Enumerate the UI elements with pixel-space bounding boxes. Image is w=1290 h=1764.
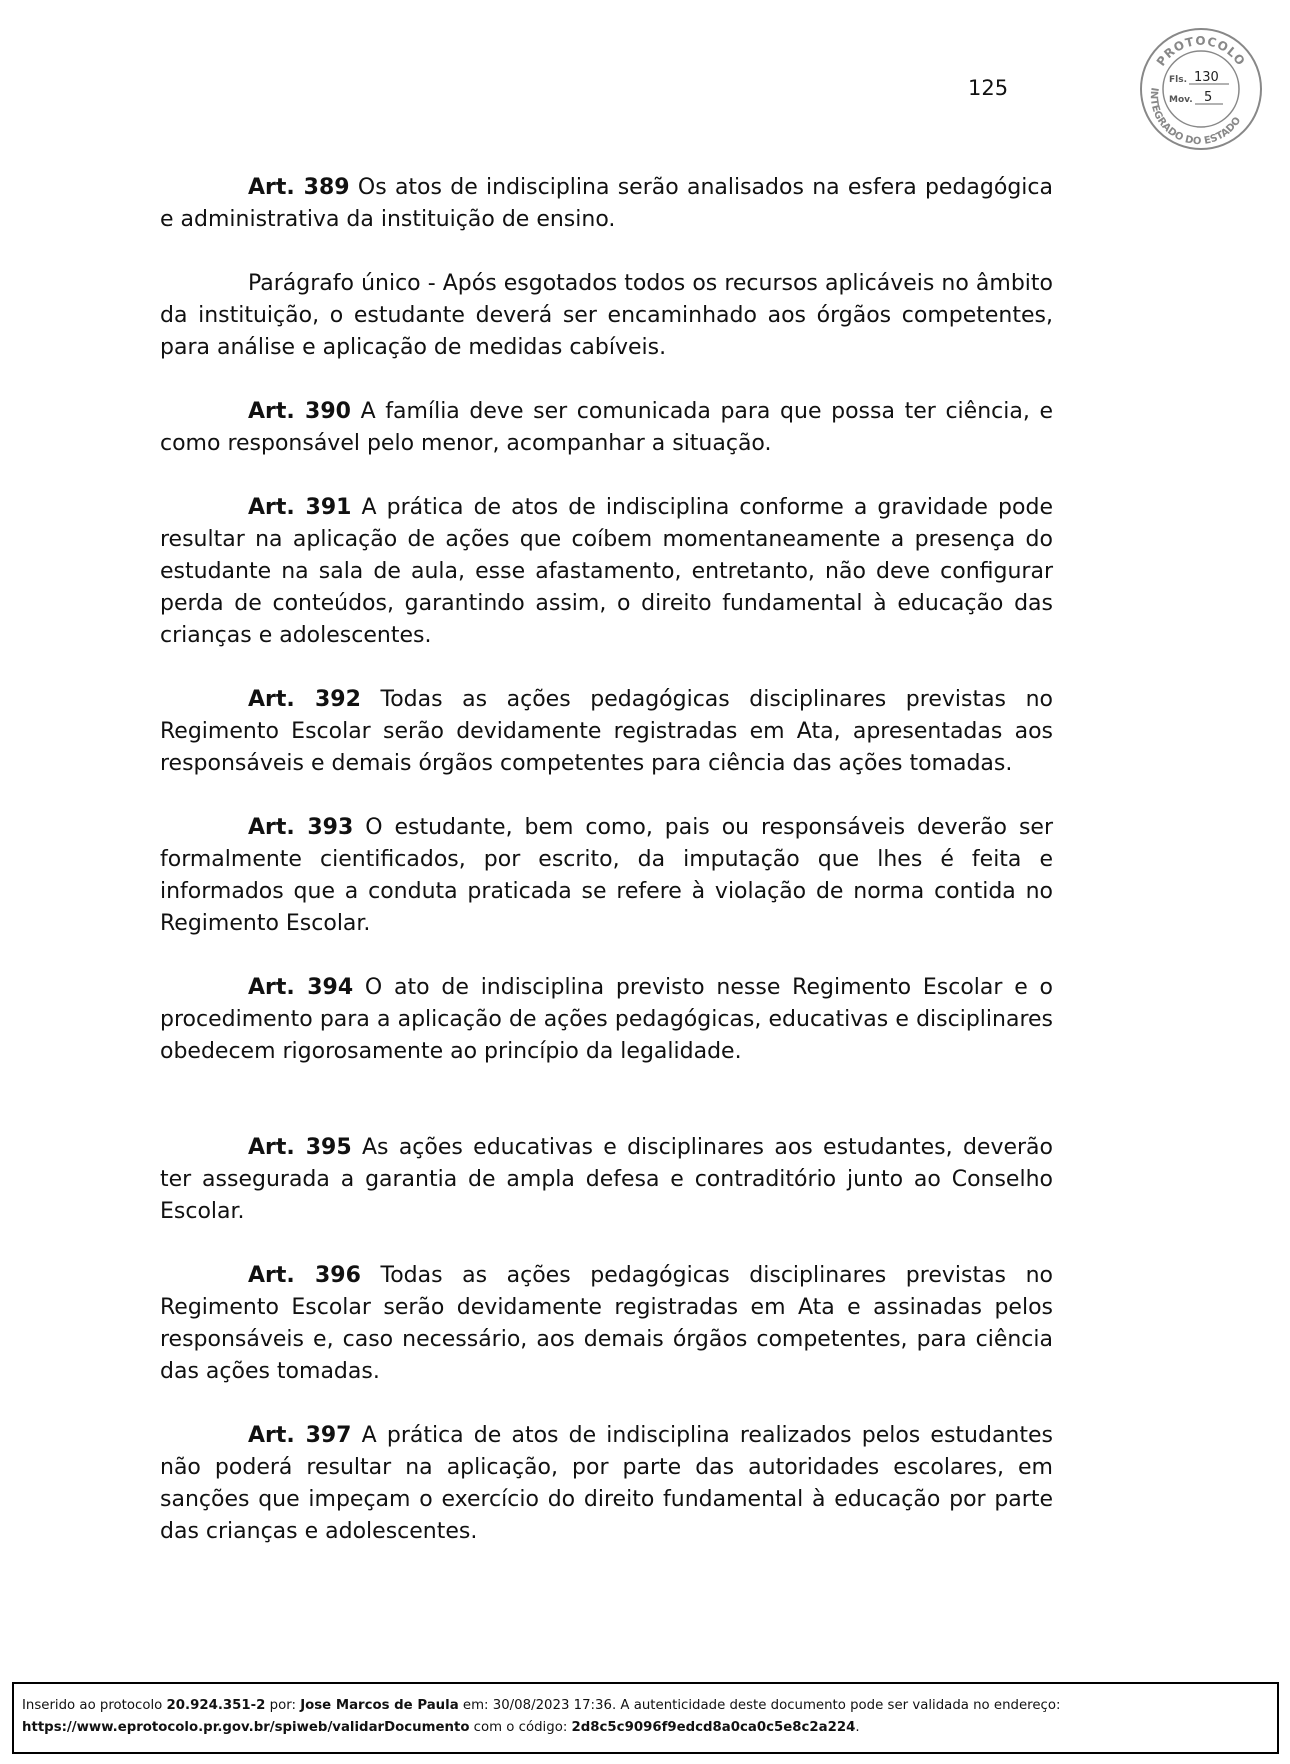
footer-by-label: por: [265,1698,301,1713]
article-label: Art. 397 [248,1423,352,1448]
stamp-mov-value: 5 [1204,90,1213,105]
footer-code: 2d8c5c9096f9edcd8a0ca0c5e8c2a224 [571,1720,856,1735]
article-label: Art. 395 [248,1135,352,1160]
footer-prefix: Inserido ao protocolo [22,1698,167,1713]
article-text: A prática de atos de indisciplina conforme a gravidade pode resultar na aplicação de ações que coíbem momentaneamente a presença do estudante na sala de aula, esse afastamento, entretanto, não deve configurar perda de conteúdos, garantindo assim, o direito fundamental à educação das crianças e adolescentes. [160,495,1053,648]
paragraph-text: Parágrafo único - Após esgotados todos os recursos aplicáveis no âmbito da instituição, o estudante deverá ser encaminhado aos órgãos competentes, para análise e aplicação de medidas cabíveis. [160,271,1053,360]
footer-validation-text: . A autenticidade deste documento pode ser validada no endereço: [611,1698,1061,1713]
article-text: A prática de atos de indisciplina realizados pelos estudantes não poderá resultar na aplicação, por parte das autoridades escolares, em sanções que impeçam o exercício do direito fundamental à educação por parte das crianças e adolescentes. [160,1423,1053,1544]
footer-protocol-number: 20.924.351-2 [166,1698,266,1713]
paragraph-unico [160,268,1053,364]
article-label: Art. 394 [248,975,354,1000]
article-397 [160,1420,1053,1548]
article-label: Art. 390 [248,399,351,424]
svg-text:INTEGRADO DO ESTADO [1148,87,1243,148]
validation-footer [12,1682,1279,1754]
article-label: Art. 391 [248,495,352,520]
stamp-mov-label: Mov. [1169,95,1193,105]
stamp-fls-value: 130 [1194,70,1219,85]
article-395 [160,1132,1053,1228]
page-number: 125 [968,76,1009,100]
article-text: Todas as ações pedagógicas disciplinares previstas no Regimento Escolar serão devidamente registradas em Ata e assinadas pelos responsáveis e, caso necessário, aos demais órgãos competentes, para ciência das ações tomadas. [160,1263,1053,1384]
article-label: Art. 393 [248,815,354,840]
footer-datetime: 30/08/2023 17:36 [492,1698,612,1713]
footer-code-label: com o código: [469,1720,572,1735]
article-391 [160,492,1053,652]
article-text: As ações educativas e disciplinares aos estudantes, deverão ter assegurada a garantia de ampla defesa e contraditório junto ao Conselho Escolar. [160,1135,1053,1224]
article-label: Art. 389 [248,175,350,200]
stamp-fls-label: Fls. [1169,75,1188,85]
footer-validation-url[interactable]: https://www.eprotocolo.pr.gov.br/spiweb/validarDocumento [22,1720,470,1735]
article-label: Art. 396 [248,1263,361,1288]
article-text: O estudante, bem como, pais ou responsáveis deverão ser formalmente cientificados, por escrito, da imputação que lhes é feita e informados que a conduta praticada se refere à violação de norma contida no Regimento Escolar. [160,815,1053,936]
article-text: Os atos de indisciplina serão analisados na esfera pedagógica e administrativa da instituição de ensino. [160,175,1053,232]
footer-end: . [855,1720,860,1735]
footer-author: Jose Marcos de Paula [300,1698,459,1713]
article-text: O ato de indisciplina previsto nesse Regimento Escolar e o procedimento para a aplicação de ações pedagógicas, educativas e disciplinares obedecem rigorosamente ao princípio da legalidade. [160,975,1053,1064]
article-text: A família deve ser comunicada para que possa ter ciência, e como responsável pelo menor, acompanhar a situação. [160,399,1053,456]
article-text: Todas as ações pedagógicas disciplinares previstas no Regimento Escolar serão devidamente registradas em Ata, apresentadas aos responsáveis e demais órgãos competentes para ciência das ações tomadas. [160,687,1053,776]
article-label: Art. 392 [248,687,361,712]
article-392 [160,684,1053,780]
article-396 [160,1260,1053,1388]
footer-date-label: em: [458,1698,493,1713]
stamp-top-text: PROTOCOLO [1153,34,1249,69]
article-393 [160,812,1053,940]
article-394 [160,972,1053,1068]
protocol-stamp [1139,27,1263,151]
article-389 [160,172,1053,236]
stamp-bottom-text: INTEGRADO DO ESTADO [1147,86,1244,148]
article-390 [160,396,1053,460]
document-body [160,172,1053,1580]
